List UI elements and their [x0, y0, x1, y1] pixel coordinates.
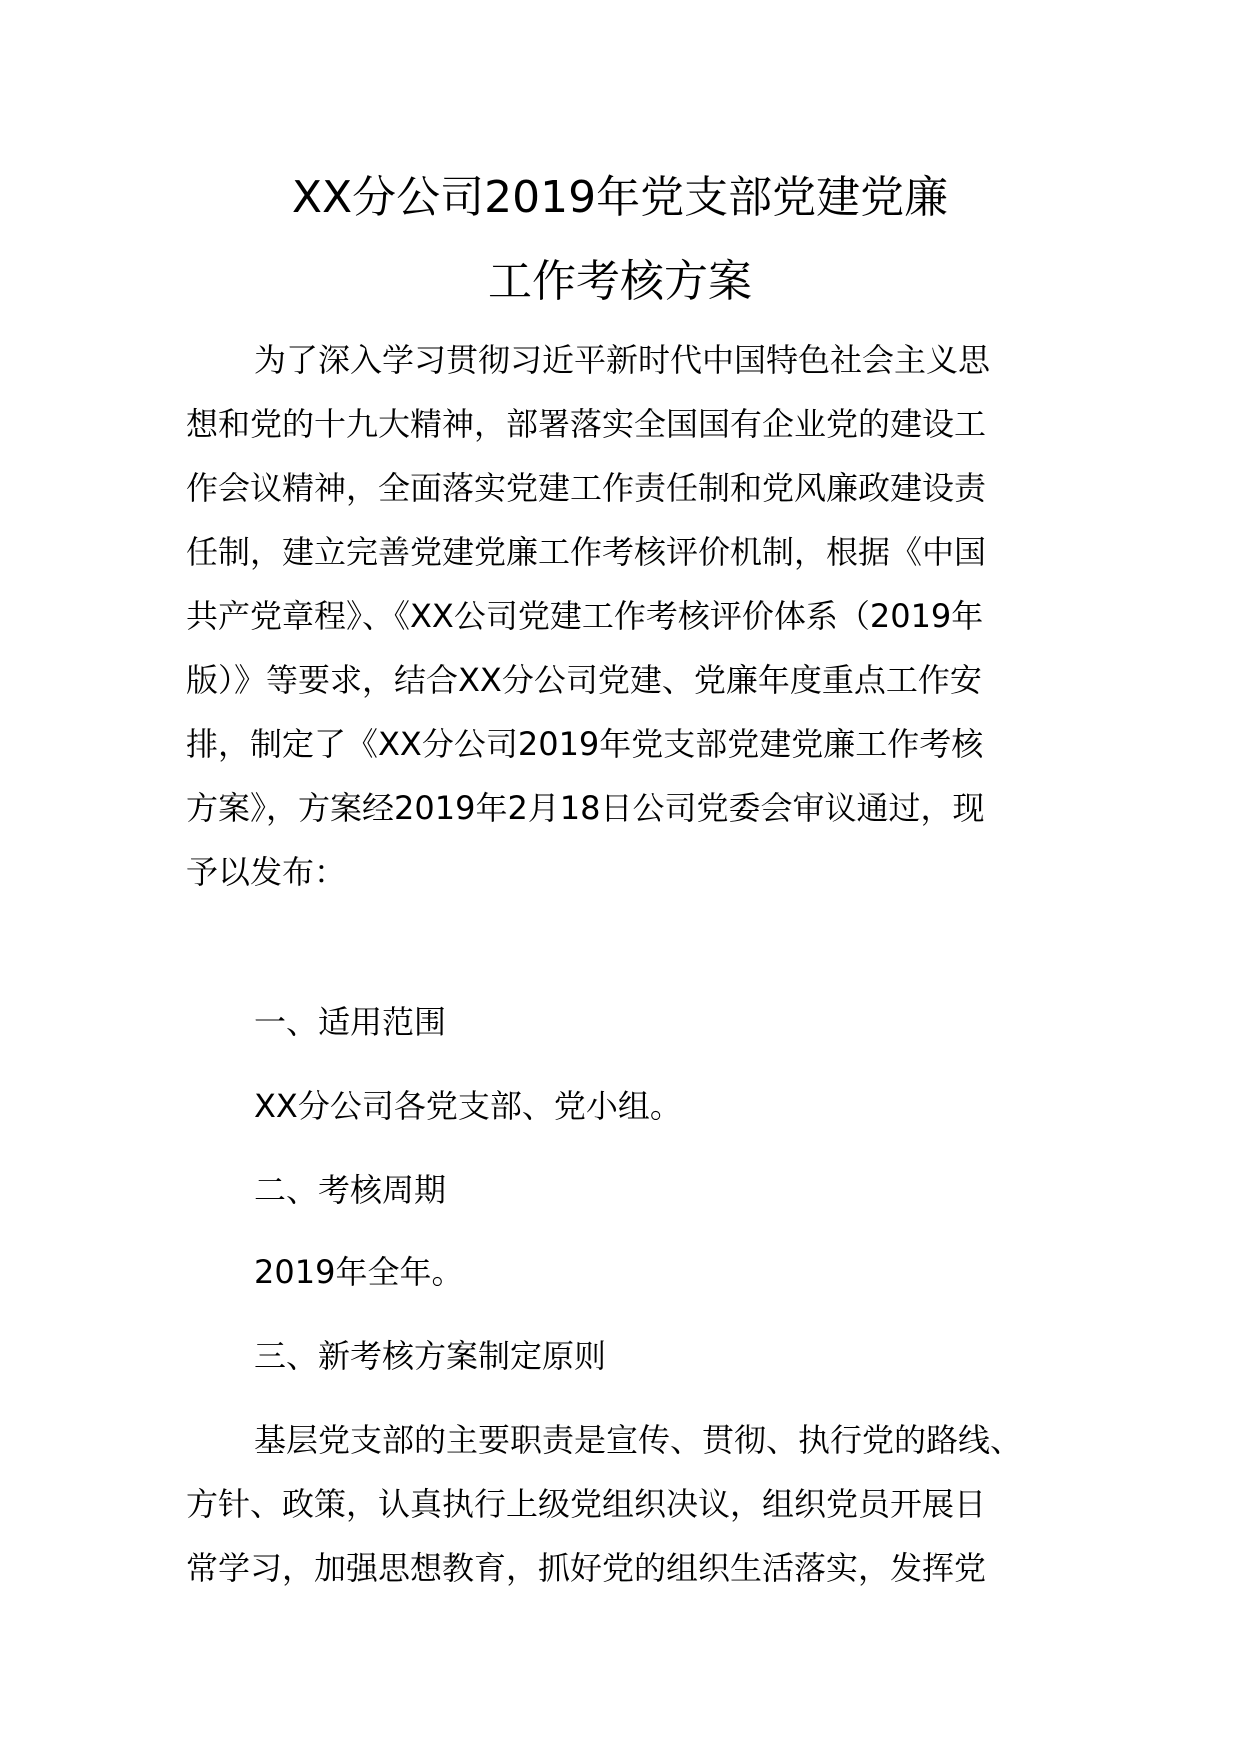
section3-paragraph-line: 常学习，加强思想教育，抓好党的组织生活落实，发挥党	[186, 1549, 987, 1587]
intro-paragraph-line: 排，制定了《XX分公司2019年党支部党建党廉工作考核	[186, 725, 984, 763]
intro-paragraph-line: 想和党的十九大精神，部署落实全国国有企业党的建设工	[186, 405, 987, 443]
section3-paragraph-line: 方针、政策，认真执行上级党组织决议，组织党员开展日	[186, 1485, 987, 1523]
intro-paragraph-line: 版）》等要求，结合XX分公司党建、党廉年度重点工作安	[186, 661, 982, 699]
section2-heading: 二、考核周期	[254, 1171, 447, 1209]
intro-paragraph-line: 予以发布：	[186, 853, 347, 891]
intro-paragraph-line: 作会议精神，全面落实党建工作责任制和党风廉政建设责	[186, 469, 987, 507]
document-title-line2: 工作考核方案	[488, 256, 752, 307]
section1-text: XX分公司各党支部、党小组。	[254, 1087, 682, 1125]
intro-paragraph-line: 共产党章程》、《XX公司党建工作考核评价体系（2019年	[186, 597, 984, 635]
section3-heading: 三、新考核方案制定原则	[254, 1337, 607, 1375]
intro-paragraph-line: 方案》，方案经2019年2月18日公司党委会审议通过，现	[186, 789, 985, 827]
intro-paragraph-line: 任制，建立完善党建党廉工作考核评价机制，根据《中国	[186, 533, 987, 571]
document-title-line1: XX分公司2019年党支部党建党廉	[291, 172, 949, 223]
section2-text: 2019年全年。	[254, 1253, 464, 1291]
section3-paragraph-line: 基层党支部的主要职责是宣传、贯彻、执行党的路线、	[254, 1421, 1023, 1459]
intro-paragraph-line: 为了深入学习贯彻习近平新时代中国特色社会主义思	[254, 341, 991, 379]
section1-heading: 一、适用范围	[254, 1003, 447, 1041]
